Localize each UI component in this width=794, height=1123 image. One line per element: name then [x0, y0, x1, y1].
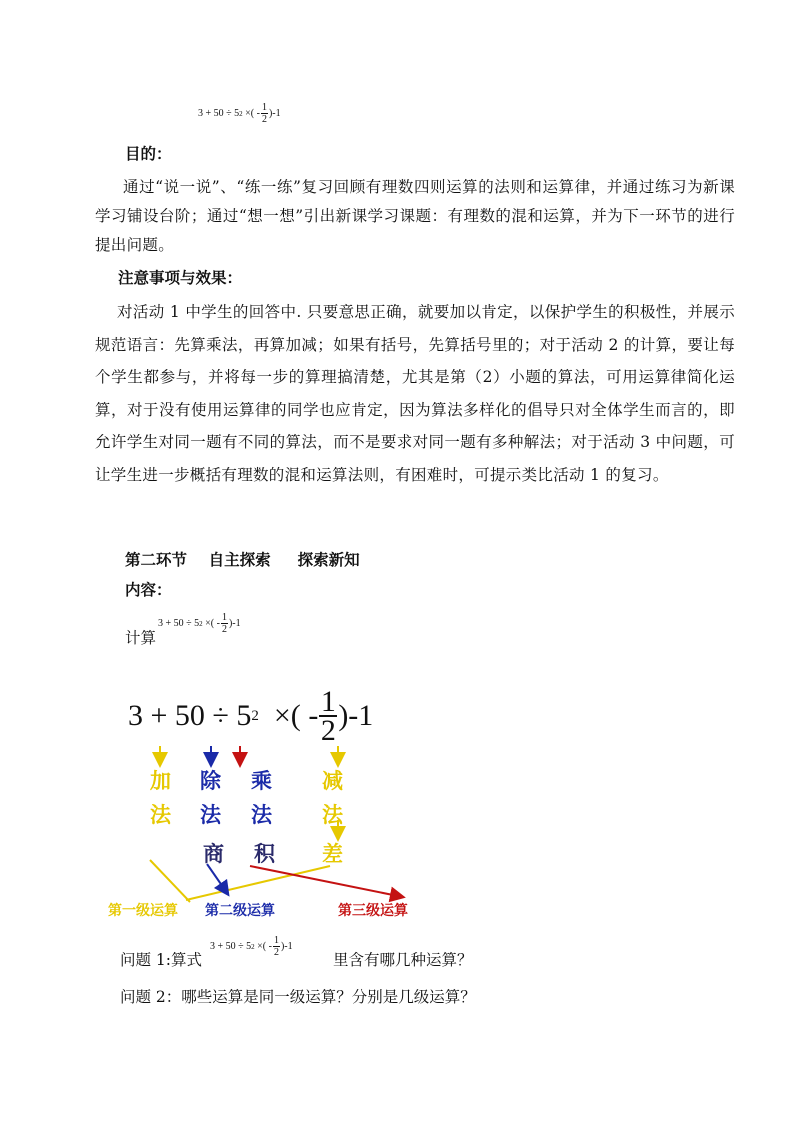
notes-heading: 注意事项与效果： — [118, 268, 243, 287]
result-product: 积 — [254, 842, 275, 866]
formula-term: 3 — [198, 108, 203, 119]
level-2-label: 第二级运算 — [205, 903, 275, 919]
formula-term: 5 — [234, 108, 240, 119]
formula-exponent: 2 — [239, 109, 243, 118]
formula-op: ÷ — [226, 108, 232, 119]
purpose-heading: 目的： — [125, 144, 172, 163]
big-formula: 3 + 50 ÷ 5 2 ×( - $\frac{1}{2}$ )-1 — [128, 688, 373, 740]
question-1-suffix: 里含有哪几种运算？ — [333, 951, 473, 969]
formula-op: - — [256, 108, 260, 119]
formula-fraction: $\frac{1}{2}$ — [273, 935, 279, 958]
line-prod-level3 — [250, 866, 398, 896]
level-3-label: 第三级运算 — [338, 903, 408, 919]
op-div-line2: 法 — [200, 803, 221, 827]
notes-text: 对活动 1 中学生的回答中. 只要意思正确，就要加以肯定，以保护学生的积极性，并展示规范语言：先算乘法，再算加减；如果有括号，先算括号里的；对于活动 2 的计算，要让每个学生都参与，并将每一步的算理搞清楚，尤其是第（2）小题的算法，可用运算律简化运算，对于没有使用运算律的同学也应肯定，因为算法多样化的倡导只对全体学生而言的，即允许学生对同一题有不同的算法，而不是要求对同一题有多种解法；对于活动 3 中问题，可让学生进一步概括有理数的混和运算法则，有困难时，可提示类比活动 1 的复习。 — [95, 303, 735, 484]
line-sub-level1 — [186, 866, 330, 900]
formula-fraction: $\frac{1}{2}$ — [261, 102, 267, 125]
purpose-text: 通过“说一说”、“练一练”复习回顾有理数四则运算的法则和运算律，并通过练习为新课学习铺设台阶；通过“想一想”引出新课学习课题：有理数的混和运算，并为下一环节的进行提出问题。 — [95, 178, 735, 254]
op-div-line1: 除 — [200, 769, 221, 793]
formula-term: 50 — [213, 108, 224, 119]
question-1-formula: 3 + 50 ÷ 5 2 ×( - $\frac{1}{2}$ )-1 — [210, 935, 293, 958]
op-add-line2: 法 — [150, 803, 171, 827]
question-1-prefix: 问题 1:算式 — [120, 951, 203, 969]
op-sub-line1: 减 — [322, 769, 343, 793]
compute-label: 计算 — [125, 629, 157, 647]
result-difference: 差 — [322, 842, 343, 866]
formula-op: )-1 — [268, 108, 281, 119]
section-title: 第二环节 自主探索 探索新知 — [125, 550, 360, 569]
op-add-line1: 加 — [150, 769, 171, 793]
result-quotient: 商 — [203, 842, 224, 866]
formula-fraction: $\frac{1}{2}$ — [221, 612, 227, 635]
formula-fraction: $\frac{1}{2}$ — [320, 685, 336, 740]
op-mul-line1: 乘 — [251, 769, 272, 793]
question-2: 问题 2：哪些运算是同一级运算？分别是几级运算？ — [120, 988, 476, 1006]
level-1-label: 第一级运算 — [108, 903, 178, 919]
formula-op: ×( — [245, 108, 255, 119]
content-label: 内容： — [125, 580, 172, 599]
op-sub-line2: 法 — [322, 803, 343, 827]
op-mul-line2: 法 — [251, 803, 272, 827]
formula-op: + — [205, 108, 212, 119]
line-add-level1 — [150, 860, 190, 902]
compute-formula: 3 + 50 ÷ 5 2 ×( - $\frac{1}{2}$ )-1 — [158, 612, 241, 635]
